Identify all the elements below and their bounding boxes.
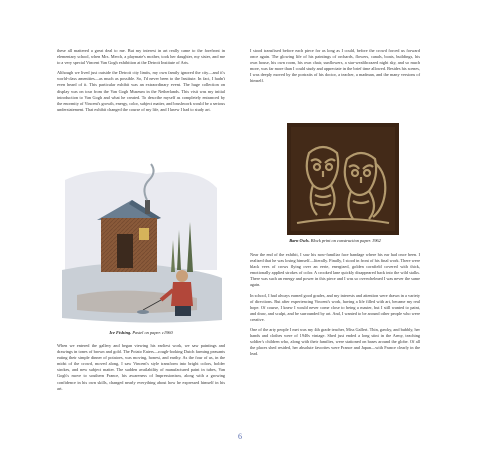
paragraph: One of the arty people I met was my 4th grade teacher, Miss Gallert. Thin, gawky, and bubbly, her hands and clothes were of 1940s vintage. Shed just ended a long stint in the Army, teaching soldier's children who, along with their families, were stationed on bases around the globe. Of all the places shed resided, her absolute favorites were France and Japan—with France clearly in the lead.	[250, 327, 420, 357]
caption-title: Barn Owls.	[289, 238, 310, 243]
caption-details: Pastel on paper. c1960	[131, 330, 173, 335]
paragraph: In school, I had always earned good grades, and my interests and attention were drawn in a variety of directions. But after experiencing Vincent's work, having a life filled with art, became my real hope. Of course, I knew I would never come close to being a master, but I still wanted to paint, and draw, and sculpt, and be surrounded by art. And, I wanted to be around other people who were creative.	[250, 292, 420, 322]
paragraph: Near the end of the exhibit, I saw his now-familiar face bandage where his ear had once been. I realized that he was losing himself—literally. Finally, I stood in front of his final work. There were black vees of crows flying over an eerie, energized, golden cornfield covered with thick, emotionally applied strokes of color. A crooked lane quickly disappeared back into the wild stalks. There was such an energy and power in this piece and I was so overwhelmed I was never the same again.	[250, 252, 420, 288]
paragraph: Although we lived just outside the Detroit city limits, my own family ignored the city—and it's world-class amenities—as much as possible. So, I'd never been to the Institute. In fact, I hadn't even heard of it. This particular exhibit was an extraordinary event. The huge collection on display was on tour from the Van Gogh Museum in the Netherlands. This visit was my initial introduction to Van Gogh and what he created. To describe myself as completely entranced by the enormity of Vincent's growth, energy, color, subject matter, and brushwork would be a serious understatement. That exhibit changed the course of my life, and I knew I had to study art.	[57, 70, 225, 112]
barn-owls-block-print-image	[287, 123, 399, 235]
paragraph: these all mattered a great deal to me. But my interest in art really came to the forefront in elementary school, when Mrs. Merch, a playmate's mother, took her daughter, my sister, and me to a very special Vincent Van Gogh exhibition at the Detroit Institute of Arts.	[57, 48, 225, 66]
page-number: 6	[238, 432, 242, 441]
ice-fishing-caption	[57, 330, 225, 335]
caption-details: Block print on construction paper. 1962	[309, 238, 381, 243]
paragraph: I stood transfixed before each piece for as long as I could, before the crowd forced us forward once again. The glowing life of his paintings of orchards, flowers, canals, boats, buildings, his own house, his own room, his own chair, sunflowers, a star-wealthcrazed night sky, and so much more, was far more than I could study and appreciate in the brief time allowed. Besides his scenes, I was deeply moved by the portraits of his doctor, a teacher, a madman, and the many versions of himself.	[250, 48, 420, 84]
left-column-top	[57, 48, 225, 117]
barn-owls-caption	[250, 238, 420, 243]
ice-fishing-pastel-image	[57, 160, 225, 328]
right-column-top	[250, 48, 420, 89]
right-column-bottom	[250, 252, 420, 362]
paragraph: When we entered the gallery and began viewing his earliest work, we saw paintings and drawings in tones of brown and gold. The Potato Eaters—rough-looking Dutch farming peasants eating their simple dinner of potatoes, was moving, honest, and earthy. As the four of us, in the midst of the crowd, moved along, I saw Vincent's style transform into bright colors, bolder strokes, and new subject matter. The sudden availability of manufactured paint in tubes, Van Gogh's move to southern France, his awareness of Impressionism, along with a growing confidence in his own skills, changed nearly everything about how he expressed himself in his art.	[57, 343, 225, 391]
caption-title: Ice Fishing.	[109, 330, 132, 335]
left-column-bottom	[57, 343, 225, 396]
